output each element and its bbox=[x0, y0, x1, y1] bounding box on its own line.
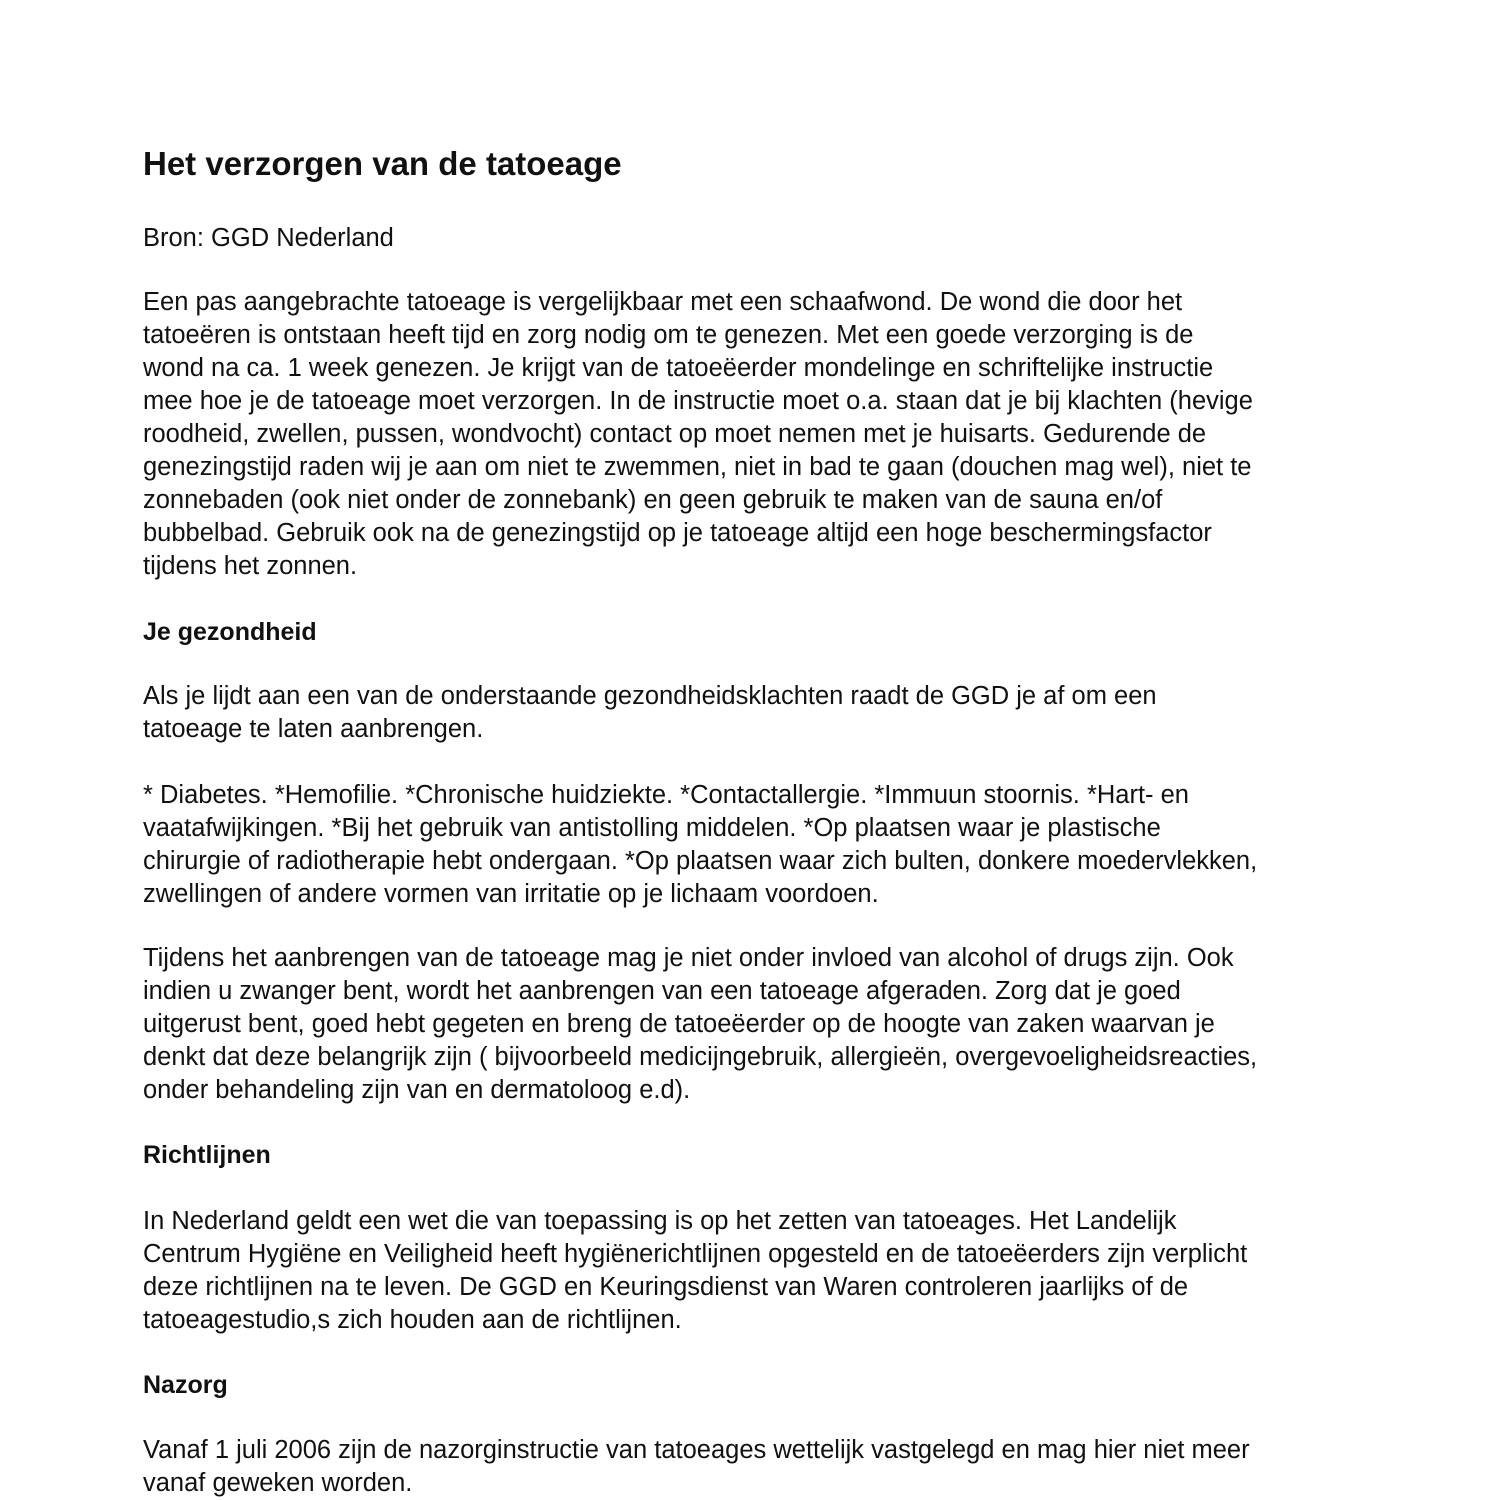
text-line: vaatafwijkingen. *Bij het gebruik van antistolling middelen. *Op plaatsen waar je plastische bbox=[143, 814, 1161, 842]
text-line: Centrum Hygiëne en Veiligheid heeft hygiënerichtlijnen opgesteld en de tatoeëerders zijn verplicht bbox=[143, 1240, 1248, 1268]
text-line: * Diabetes. *Hemofilie. *Chronische huidziekte. *Contactallergie. *Immuun stoornis. *Hart- en bbox=[143, 781, 1189, 809]
health-intro-paragraph bbox=[143, 680, 1157, 746]
during-paragraph bbox=[143, 942, 1257, 1107]
health-heading: Je gezondheid bbox=[143, 618, 317, 646]
text-line: tatoeage te laten aanbrengen. bbox=[143, 715, 484, 743]
document-title: Het verzorgen van de tatoeage bbox=[143, 145, 622, 182]
text-line: tijdens het zonnen. bbox=[143, 552, 358, 580]
text-line: chirurgie of radiotherapie hebt ondergaan. *Op plaatsen waar zich bulten, donkere moedervlekken, bbox=[143, 847, 1258, 875]
aftercare-paragraph bbox=[143, 1434, 1250, 1500]
text-line: bubbelbad. Gebruik ook na de genezingstijd op je tatoeage altijd een hoge beschermingsfactor bbox=[143, 519, 1212, 547]
text-line: mee hoe je de tatoeage moet verzorgen. In de instructie moet o.a. staan dat je bij klachten (hevige bbox=[143, 387, 1253, 415]
text-line: wond na ca. 1 week genezen. Je krijgt van de tatoeëerder mondelinge en schriftelijke instructie bbox=[143, 354, 1214, 382]
source-line bbox=[143, 222, 394, 255]
text-line: tatoeagestudio,s zich houden aan de richtlijnen. bbox=[143, 1306, 682, 1334]
text-line: genezingstijd raden wij je aan om niet te zwemmen, niet in bad te gaan (douchen mag wel), niet te bbox=[143, 453, 1252, 481]
text-line: Tijdens het aanbrengen van de tatoeage mag je niet onder invloed van alcohol of drugs zijn. Ook bbox=[143, 944, 1234, 972]
text-line: roodheid, zwellen, pussen, wondvocht) contact op moet nemen met je huisarts. Gedurende de bbox=[143, 420, 1207, 448]
text-line: uitgerust bent, goed hebt gegeten en breng de tatoeëerder op de hoogte van zaken waarvan je bbox=[143, 1010, 1215, 1038]
guidelines-heading: Richtlijnen bbox=[143, 1141, 271, 1169]
text-line: deze richtlijnen na te leven. De GGD en Keuringsdienst van Waren controleren jaarlijks of de bbox=[143, 1273, 1189, 1301]
intro-paragraph bbox=[143, 286, 1253, 583]
text-line: indien u zwanger bent, wordt het aanbrengen van een tatoeage afgeraden. Zorg dat je goed bbox=[143, 977, 1181, 1005]
text-line: vanaf geweken worden. bbox=[143, 1469, 413, 1497]
text-line: Vanaf 1 juli 2006 zijn de nazorginstructie van tatoeages wettelijk vastgelegd en mag hier niet meer bbox=[143, 1436, 1250, 1464]
guidelines-paragraph bbox=[143, 1205, 1247, 1337]
text-line: zwellingen of andere vormen van irritatie op je lichaam voordoen. bbox=[143, 880, 879, 908]
text-line: Een pas aangebrachte tatoeage is vergelijkbaar met een schaafwond. De wond die door het bbox=[143, 288, 1183, 316]
text-line: Als je lijdt aan een van de onderstaande gezondheidsklachten raadt de GGD je af om een bbox=[143, 682, 1157, 710]
text-line: In Nederland geldt een wet die van toepassing is op het zetten van tatoeages. Het Landelijk bbox=[143, 1207, 1177, 1235]
health-list-paragraph bbox=[143, 779, 1257, 911]
aftercare-heading: Nazorg bbox=[143, 1371, 228, 1399]
text-line: zonnebaden (ook niet onder de zonnebank) en geen gebruik te maken van de sauna en/of bbox=[143, 486, 1163, 514]
text-line: tatoeëren is ontstaan heeft tijd en zorg nodig om te genezen. Met een goede verzorging is de bbox=[143, 321, 1194, 349]
text-line: denkt dat deze belangrijk zijn ( bijvoorbeeld medicijngebruik, allergieën, overgevoeligheidsreacties, bbox=[143, 1043, 1258, 1071]
text-line: onder behandeling zijn van en dermatoloog e.d). bbox=[143, 1076, 691, 1104]
source-text: Bron: GGD Nederland bbox=[143, 224, 394, 252]
